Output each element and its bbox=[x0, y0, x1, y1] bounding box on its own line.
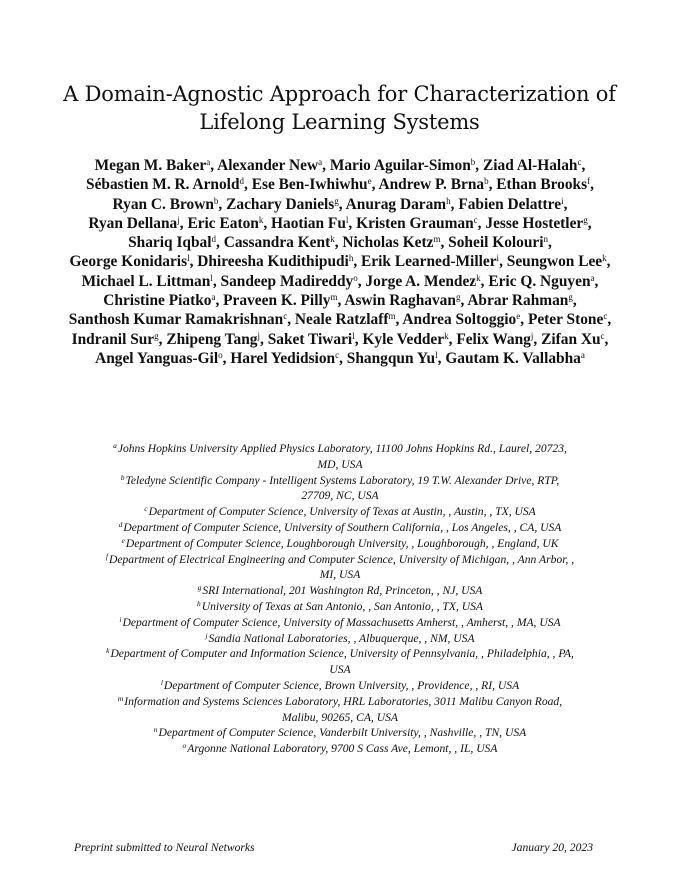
affiliation-text: Department of Computer Science, University of Massachusetts Amherst, , Amherst, , MA, USA bbox=[122, 615, 561, 629]
author bbox=[402, 311, 520, 328]
author bbox=[378, 176, 488, 193]
affiliation-text: Sandia National Laboratories, , Albuquerque, , NM, USA bbox=[208, 631, 475, 645]
author-affiliation-mark: g bbox=[568, 292, 573, 303]
author-affiliation-mark: g bbox=[455, 292, 461, 303]
author-affiliation-mark: b bbox=[213, 195, 219, 206]
affiliation-mark: i bbox=[119, 614, 122, 624]
author-name: Seungwon Lee bbox=[506, 253, 603, 271]
author-name: Indranil Sur bbox=[71, 330, 155, 348]
author bbox=[197, 253, 353, 270]
affiliation-list bbox=[60, 441, 620, 757]
author bbox=[507, 253, 607, 270]
author bbox=[95, 350, 223, 367]
author-affiliation-mark: d bbox=[239, 176, 245, 187]
author-affiliation-mark: g bbox=[154, 330, 159, 341]
affiliation-mark: m bbox=[117, 693, 124, 703]
author-affiliation-mark: o bbox=[353, 272, 358, 283]
author bbox=[541, 331, 604, 348]
author bbox=[346, 196, 451, 213]
author-affiliation-mark: m bbox=[388, 311, 396, 322]
author-affiliation-mark: j bbox=[530, 330, 534, 341]
author-affiliation-mark: i bbox=[496, 253, 500, 264]
author-affiliation-mark: l bbox=[187, 253, 190, 264]
author-name: Zachary Daniels bbox=[226, 195, 335, 213]
author bbox=[128, 234, 216, 251]
author-affiliation-mark: k bbox=[258, 214, 264, 225]
author-name: Sébastien M. R. Arnold bbox=[86, 176, 240, 194]
author-name: Dhireesha Kudithipudi bbox=[197, 253, 349, 271]
author bbox=[361, 253, 499, 270]
author-list: Megan M. Baker$^a$, Alexander New$^a$, Mario Aguilar-Simon$^b$, Ziad Al-Halah$^c$, Sébastien M. R. Arnold$^d$, Ese Ben-Iwhiwhu$^e$, Andrew P. Brna$^b$, Ethan Brooks$^f$, Ryan C. Brown$^b$, Zachary Daniels$^g$, Anurag Daram$^h$, Fabien Delattre$^i$, Ryan Dellana$^j$, Eric Eaton$^k$, Haotian Fu$^l$, Kristen Grauman$^c$, Jesse Hostetler$^g$, Shariq Iqbal$^d$, Cassandra Kent$^k$, Nicholas Ketz$^m$, Soheil Kolouri$^n$, George Konidaris$^l$, Dhireesha Kudithipudi$^h$, Erik Learned-Miller$^i$, Seungwon Lee$^k$, Michael L. Littman$^l$, Sandeep Madireddy$^o$, Jorge A. Mendez$^k$, Eric Q. Nguyen$^a$, Christine Piatko$^a$, Praveen K. Pilly$^m$, Aswin Raghavan$^g$, Abrar Rahman$^g$, Santhosh Kumar Ramakrishnan$^c$, Neale Ratzlaff$^m$, Andrea Soltoggio$^e$, Peter Stone$^c$, Indranil Sur$^g$, Zhipeng Tang$^j$, Saket Tiwari$^l$, Kyle Vedder$^k$, Felix Wang$^j$, Zifan Xu$^c$, Angel Yanguas-Gil$^o$, Harel Yedidsion$^c$, Shangqun Yu$^l$, Gautam K. Vallabha$^a$ bbox=[68, 157, 612, 367]
author bbox=[483, 157, 582, 174]
author-affiliation-mark: o bbox=[218, 349, 223, 360]
author-name: Ese Ben-Iwhiwhu bbox=[251, 176, 368, 194]
author-name: Gautam K. Vallabha bbox=[445, 349, 581, 367]
author bbox=[528, 311, 607, 328]
author-affiliation-mark: k bbox=[476, 272, 481, 283]
author-name: George Konidaris bbox=[69, 253, 188, 271]
author-name: Ziad Al-Halah bbox=[482, 157, 578, 174]
author-affiliation-mark: b bbox=[470, 157, 476, 167]
author-affiliation-mark: l bbox=[210, 272, 213, 283]
affiliation bbox=[105, 678, 575, 694]
author bbox=[70, 253, 190, 270]
author-name: Michael L. Littman bbox=[81, 272, 211, 290]
affiliation bbox=[105, 520, 575, 536]
author-affiliation-mark: i bbox=[561, 195, 564, 206]
author-affiliation-mark: c bbox=[577, 157, 582, 167]
author-name: Ryan C. Brown bbox=[112, 195, 214, 213]
author-name: Mario Aguilar-Simon bbox=[329, 157, 471, 174]
affiliation-text: SRI International, 201 Washington Rd, Princeton, , NJ, USA bbox=[202, 584, 483, 598]
author-name: Zifan Xu bbox=[541, 330, 601, 348]
author-affiliation-mark: l bbox=[352, 330, 355, 341]
author-affiliation-mark: k bbox=[602, 253, 607, 264]
affiliation-text: Johns Hopkins University Applied Physics Laboratory, 11100 Johns Hopkins Rd., Laurel, 20723, MD, USA bbox=[117, 442, 567, 471]
submission-date: January 20, 2023 bbox=[511, 841, 593, 854]
author bbox=[344, 292, 460, 309]
author-affiliation-mark: a bbox=[206, 157, 211, 167]
author-affiliation-mark: g bbox=[334, 195, 339, 206]
author-affiliation-mark: c bbox=[473, 214, 478, 225]
affiliation bbox=[105, 441, 575, 473]
author bbox=[362, 331, 448, 348]
author bbox=[330, 157, 475, 174]
affiliation bbox=[105, 615, 575, 631]
author-affiliation-mark: c bbox=[600, 330, 605, 341]
author-name: Kristen Grauman bbox=[356, 214, 474, 232]
affiliation-text: Department of Computer and Information Science, University of Pennsylvania, , Philadelphia, , PA, USA bbox=[110, 647, 574, 677]
affiliation-text: Department of Computer Science, University of Texas at Austin, , Austin, , TX, USA bbox=[148, 505, 536, 519]
author bbox=[113, 196, 219, 213]
affiliation-mark: c bbox=[144, 504, 148, 514]
affiliation-mark: h bbox=[196, 598, 201, 608]
author-affiliation-mark: b bbox=[484, 176, 489, 187]
author bbox=[223, 292, 337, 309]
affiliation bbox=[105, 599, 575, 615]
author bbox=[467, 292, 573, 309]
author-affiliation-mark: c bbox=[335, 349, 340, 360]
affiliation bbox=[105, 473, 575, 505]
affiliation bbox=[105, 646, 575, 678]
author-name: Nicholas Ketz bbox=[342, 234, 434, 252]
author-name: Alexander New bbox=[217, 157, 319, 174]
author bbox=[295, 311, 396, 328]
affiliation bbox=[105, 504, 575, 520]
affiliation-text: Department of Electrical Engineering and Computer Science, University of Michigan, , Ann Arbor, , MI, USA bbox=[108, 552, 575, 582]
author-affiliation-mark: c bbox=[603, 311, 608, 322]
author-affiliation-mark: k bbox=[444, 330, 449, 341]
affiliation-text: Argonne National Laboratory, 9700 S Cass Ave, Lemont, , IL, USA bbox=[187, 742, 498, 756]
author bbox=[217, 157, 322, 174]
author-affiliation-mark: d bbox=[211, 234, 217, 245]
author-affiliation-mark: j bbox=[257, 330, 260, 341]
author bbox=[69, 311, 287, 328]
affiliation bbox=[105, 631, 575, 647]
author-name: Saket Tiwari bbox=[267, 330, 353, 348]
author-name: Erik Learned-Miller bbox=[361, 253, 497, 271]
author-name: Aswin Raghavan bbox=[344, 292, 456, 310]
affiliation-mark: b bbox=[120, 472, 125, 482]
author bbox=[166, 331, 260, 348]
author bbox=[230, 350, 339, 367]
affiliation-text: Department of Computer Science, Vanderbilt University, , Nashville, , TN, USA bbox=[158, 726, 527, 740]
author bbox=[268, 331, 355, 348]
author-name: Cassandra Kent bbox=[223, 234, 331, 252]
author-name: Zhipeng Tang bbox=[166, 330, 258, 348]
author bbox=[86, 176, 244, 193]
author-name: Sandeep Madireddy bbox=[220, 272, 354, 290]
affiliation-text: Information and Systems Sciences Laboratory, HRL Laboratories, 3011 Malibu Canyon Road, Malibu, 90265, CA, USA bbox=[124, 694, 563, 724]
author-name: Soheil Kolouri bbox=[448, 234, 544, 252]
author-name: Shariq Iqbal bbox=[128, 234, 212, 252]
author-affiliation-mark: a bbox=[211, 292, 216, 303]
author bbox=[187, 215, 263, 232]
author-affiliation-mark: a bbox=[580, 349, 585, 360]
paper-title-line-2: Lifelong Learning Systems bbox=[199, 110, 480, 134]
affiliation-mark: k bbox=[106, 646, 110, 656]
affiliation-mark: d bbox=[118, 519, 123, 529]
author bbox=[72, 331, 159, 348]
author-name: Ryan Dellana bbox=[88, 214, 178, 232]
author-name: Eric Q. Nguyen bbox=[488, 272, 591, 290]
author-name: Fabien Delattre bbox=[458, 195, 562, 213]
author-name: Praveen K. Pilly bbox=[223, 292, 331, 310]
author-affiliation-mark: h bbox=[348, 253, 354, 264]
author-name: Abrar Rahman bbox=[467, 292, 569, 310]
author bbox=[252, 176, 372, 193]
author-affiliation-mark: g bbox=[583, 214, 588, 225]
affiliation-text: Department of Computer Science, Brown University, , Providence, , RI, USA bbox=[163, 678, 520, 692]
affiliation-mark: j bbox=[205, 630, 208, 640]
author bbox=[448, 234, 548, 251]
affiliation-mark: l bbox=[160, 677, 163, 687]
affiliation-text: Department of Computer Science, Loughborough University, , Loughborough, , England, UK bbox=[125, 536, 559, 550]
author bbox=[458, 196, 563, 213]
author-name: Jesse Hostetler bbox=[485, 214, 584, 232]
affiliation bbox=[105, 741, 575, 757]
author-name: Ethan Brooks bbox=[496, 176, 588, 194]
author-name: Neale Ratzlaff bbox=[294, 311, 389, 329]
affiliation-mark: n bbox=[153, 725, 158, 735]
author-name: Angel Yanguas-Gil bbox=[95, 349, 219, 367]
author bbox=[82, 273, 213, 290]
author-name: Felix Wang bbox=[456, 330, 531, 348]
author-name: Megan M. Baker bbox=[94, 157, 207, 174]
affiliation bbox=[105, 536, 575, 552]
affiliation bbox=[105, 583, 575, 599]
author-affiliation-mark: m bbox=[433, 234, 441, 245]
author-affiliation-mark: a bbox=[318, 157, 323, 167]
author-name: Jorge A. Mendez bbox=[365, 272, 477, 290]
author bbox=[347, 350, 438, 367]
affiliation-mark: g bbox=[197, 583, 202, 593]
affiliation-text: Teledyne Scientific Company - Intelligent Systems Laboratory, 19 T.W. Alexander Drive, RTP, 27709, NC, USA bbox=[125, 473, 560, 503]
author bbox=[224, 234, 335, 251]
author bbox=[496, 176, 590, 193]
author bbox=[445, 350, 585, 367]
author-affiliation-mark: f bbox=[587, 176, 591, 187]
author-affiliation-mark: l bbox=[435, 349, 438, 360]
author-affiliation-mark: c bbox=[283, 311, 288, 322]
author-name: Harel Yedidsion bbox=[230, 349, 336, 367]
author bbox=[485, 215, 587, 232]
author-name: Eric Eaton bbox=[187, 214, 259, 232]
author bbox=[356, 215, 478, 232]
author bbox=[226, 196, 339, 213]
author bbox=[88, 215, 179, 232]
author bbox=[365, 273, 480, 290]
affiliation bbox=[105, 725, 575, 741]
affiliation-text: Department of Computer Science, University of Southern California, , Los Angeles, , CA, USA bbox=[123, 520, 562, 534]
author-name: Andrew P. Brna bbox=[378, 176, 485, 194]
paper-title bbox=[40, 80, 639, 136]
author bbox=[488, 273, 594, 290]
author bbox=[271, 215, 348, 232]
paper-title-line-1: A Domain-Agnostic Approach for Characterization of bbox=[63, 82, 616, 106]
author-affiliation-mark: m bbox=[330, 292, 338, 303]
author-name: Anurag Daram bbox=[345, 195, 447, 213]
submission-note: Preprint submitted to Neural Networks bbox=[74, 841, 255, 854]
author-affiliation-mark: a bbox=[590, 272, 595, 283]
affiliation-mark: o bbox=[182, 741, 187, 751]
author-name: Christine Piatko bbox=[103, 292, 212, 310]
author-name: Santhosh Kumar Ramakrishnan bbox=[68, 311, 284, 329]
author bbox=[342, 234, 440, 251]
affiliation bbox=[105, 694, 575, 726]
author-name: Peter Stone bbox=[527, 311, 604, 329]
affiliation bbox=[105, 552, 575, 584]
affiliation-mark: a bbox=[113, 441, 117, 450]
author-affiliation-mark: e bbox=[367, 176, 372, 187]
affiliation-mark: e bbox=[121, 535, 125, 545]
author-affiliation-mark: e bbox=[516, 311, 521, 322]
affiliation-text: University of Texas at San Antonio, , San Antonio, , TX, USA bbox=[201, 599, 483, 613]
author-affiliation-mark: n bbox=[543, 234, 549, 245]
author-name: Andrea Soltoggio bbox=[402, 311, 517, 329]
author-affiliation-mark: h bbox=[446, 195, 451, 206]
author-affiliation-mark: j bbox=[177, 214, 180, 225]
affiliation-mark: f bbox=[105, 551, 108, 561]
author-name: Shangqun Yu bbox=[346, 349, 436, 367]
author-name: Kyle Vedder bbox=[362, 330, 445, 348]
author bbox=[456, 331, 533, 348]
author bbox=[221, 273, 358, 290]
author-name: Haotian Fu bbox=[271, 214, 346, 232]
author-affiliation-mark: k bbox=[330, 234, 335, 245]
author bbox=[95, 157, 211, 174]
author-affiliation-mark: l bbox=[345, 214, 349, 225]
author bbox=[103, 292, 215, 309]
